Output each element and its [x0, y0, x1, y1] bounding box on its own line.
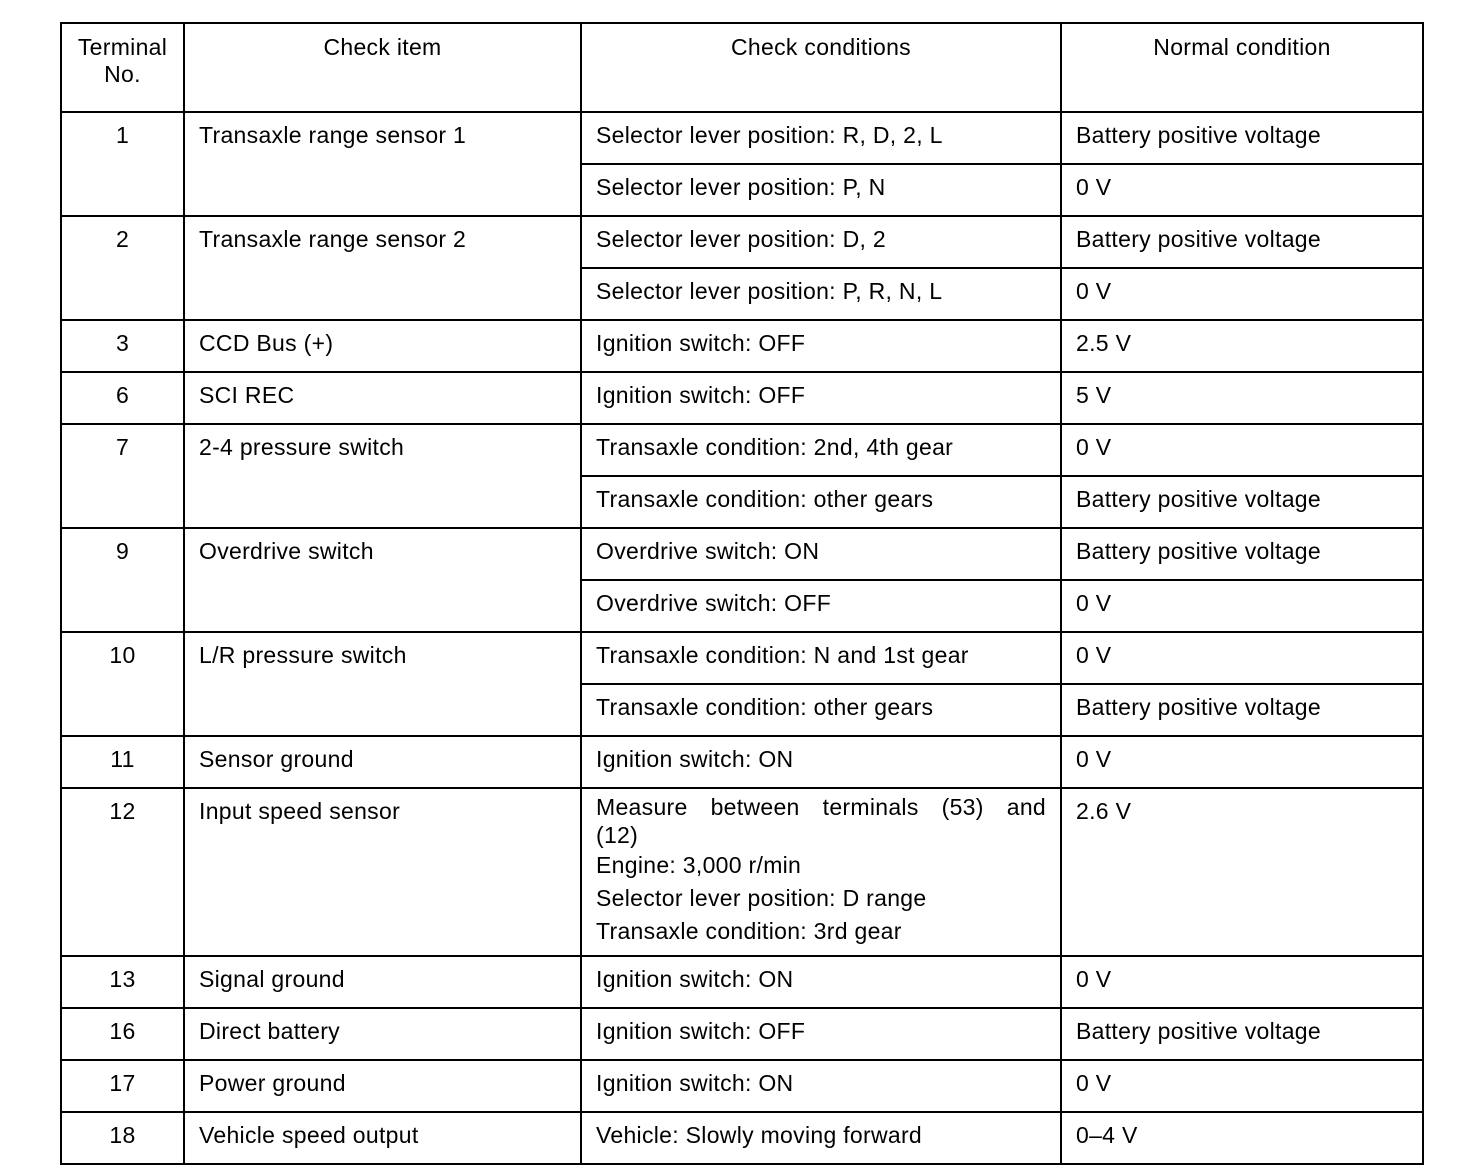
check-condition-cell: Transaxle condition: other gears: [581, 684, 1061, 736]
table-row: [61, 788, 1423, 956]
table-header: [61, 23, 1423, 112]
normal-condition-cell: 0 V: [1061, 736, 1423, 788]
header-terminal-no-line1: Terminal: [77, 34, 168, 60]
table-row: [61, 320, 1423, 372]
check-condition-line: Transaxle condition: 3rd gear: [596, 918, 902, 944]
header-normal-condition: Normal condition: [1061, 23, 1423, 112]
table-row: [61, 372, 1423, 424]
normal-condition-cell: 0 V: [1061, 580, 1423, 632]
check-condition-cell: Selector lever position: P, N: [581, 164, 1061, 216]
terminal-number-cell: 16: [61, 1008, 184, 1060]
terminal-number-cell: 3: [61, 320, 184, 372]
normal-condition-cell: 0 V: [1061, 632, 1423, 684]
table-row: [61, 956, 1423, 1008]
terminal-number-cell: 18: [61, 1112, 184, 1164]
check-condition-cell: Transaxle condition: 2nd, 4th gear: [581, 424, 1061, 476]
header-check-conditions: Check conditions: [581, 23, 1061, 112]
table-row: [61, 1060, 1423, 1112]
normal-condition-cell: Battery positive voltage: [1061, 476, 1423, 528]
check-item-cell: Transaxle range sensor 2: [184, 216, 581, 320]
terminal-number-cell: 11: [61, 736, 184, 788]
table-row: [61, 736, 1423, 788]
header-terminal-no: [61, 23, 184, 112]
terminal-number-cell: 7: [61, 424, 184, 528]
normal-condition-cell: Battery positive voltage: [1061, 684, 1423, 736]
normal-condition-cell: 5 V: [1061, 372, 1423, 424]
terminal-number-cell: 9: [61, 528, 184, 632]
check-condition-cell: Ignition switch: ON: [581, 736, 1061, 788]
check-condition-cell: Transaxle condition: other gears: [581, 476, 1061, 528]
check-item-cell: Signal ground: [184, 956, 581, 1008]
check-condition-cell: Ignition switch: OFF: [581, 372, 1061, 424]
check-item-cell: 2-4 pressure switch: [184, 424, 581, 528]
check-item-cell: Input speed sensor: [184, 788, 581, 956]
check-condition-cell: Ignition switch: ON: [581, 1060, 1061, 1112]
normal-condition-cell: 0 V: [1061, 1060, 1423, 1112]
table-row: [61, 216, 1423, 268]
check-condition-cell: Ignition switch: OFF: [581, 1008, 1061, 1060]
check-item-cell: L/R pressure switch: [184, 632, 581, 736]
check-item-cell: Power ground: [184, 1060, 581, 1112]
header-terminal-no-line2: No.: [104, 61, 141, 87]
check-item-cell: Direct battery: [184, 1008, 581, 1060]
terminal-number-cell: 2: [61, 216, 184, 320]
check-condition-cell: Vehicle: Slowly moving forward: [581, 1112, 1061, 1164]
check-condition-cell: Ignition switch: OFF: [581, 320, 1061, 372]
terminal-check-table: [60, 22, 1424, 1165]
normal-condition-cell: Battery positive voltage: [1061, 1008, 1423, 1060]
check-condition-cell: Transaxle condition: N and 1st gear: [581, 632, 1061, 684]
normal-condition-cell: Battery positive voltage: [1061, 528, 1423, 580]
check-condition-line: Engine: 3,000 r/min: [596, 852, 802, 878]
table-row: [61, 1112, 1423, 1164]
table-row: [61, 632, 1423, 684]
normal-condition-cell: 0 V: [1061, 268, 1423, 320]
check-condition-line: Measure between terminals (53) and: [596, 794, 1046, 820]
table-row: [61, 1008, 1423, 1060]
normal-condition-cell: 0 V: [1061, 164, 1423, 216]
table-row: [61, 528, 1423, 580]
header-check-item: Check item: [184, 23, 581, 112]
check-condition-cell: Ignition switch: ON: [581, 956, 1061, 1008]
normal-condition-cell: Battery positive voltage: [1061, 216, 1423, 268]
check-condition-cell: Overdrive switch: OFF: [581, 580, 1061, 632]
normal-condition-cell: 0–4 V: [1061, 1112, 1423, 1164]
normal-condition-cell: Battery positive voltage: [1061, 112, 1423, 164]
normal-condition-cell: 2.5 V: [1061, 320, 1423, 372]
check-condition-cell: Selector lever position: D, 2: [581, 216, 1061, 268]
check-condition-cell: Selector lever position: P, R, N, L: [581, 268, 1061, 320]
check-condition-cell: [581, 788, 1061, 956]
normal-condition-cell: 0 V: [1061, 424, 1423, 476]
check-condition-line: Selector lever position: D range: [596, 885, 927, 911]
terminal-number-cell: 6: [61, 372, 184, 424]
table-body: [61, 112, 1423, 1164]
check-item-cell: Sensor ground: [184, 736, 581, 788]
terminal-number-cell: 10: [61, 632, 184, 736]
normal-condition-cell: 2.6 V: [1061, 788, 1423, 956]
header-row: [61, 23, 1423, 112]
check-condition-line: (12): [596, 822, 639, 848]
table-row: [61, 424, 1423, 476]
terminal-number-cell: 12: [61, 788, 184, 956]
check-item-cell: Overdrive switch: [184, 528, 581, 632]
terminal-number-cell: 13: [61, 956, 184, 1008]
check-condition-cell: Overdrive switch: ON: [581, 528, 1061, 580]
check-item-cell: SCI REC: [184, 372, 581, 424]
check-item-cell: Vehicle speed output: [184, 1112, 581, 1164]
terminal-number-cell: 1: [61, 112, 184, 216]
check-item-cell: Transaxle range sensor 1: [184, 112, 581, 216]
terminal-number-cell: 17: [61, 1060, 184, 1112]
normal-condition-cell: 0 V: [1061, 956, 1423, 1008]
check-item-cell: CCD Bus (+): [184, 320, 581, 372]
check-condition-cell: Selector lever position: R, D, 2, L: [581, 112, 1061, 164]
table-row: [61, 112, 1423, 164]
